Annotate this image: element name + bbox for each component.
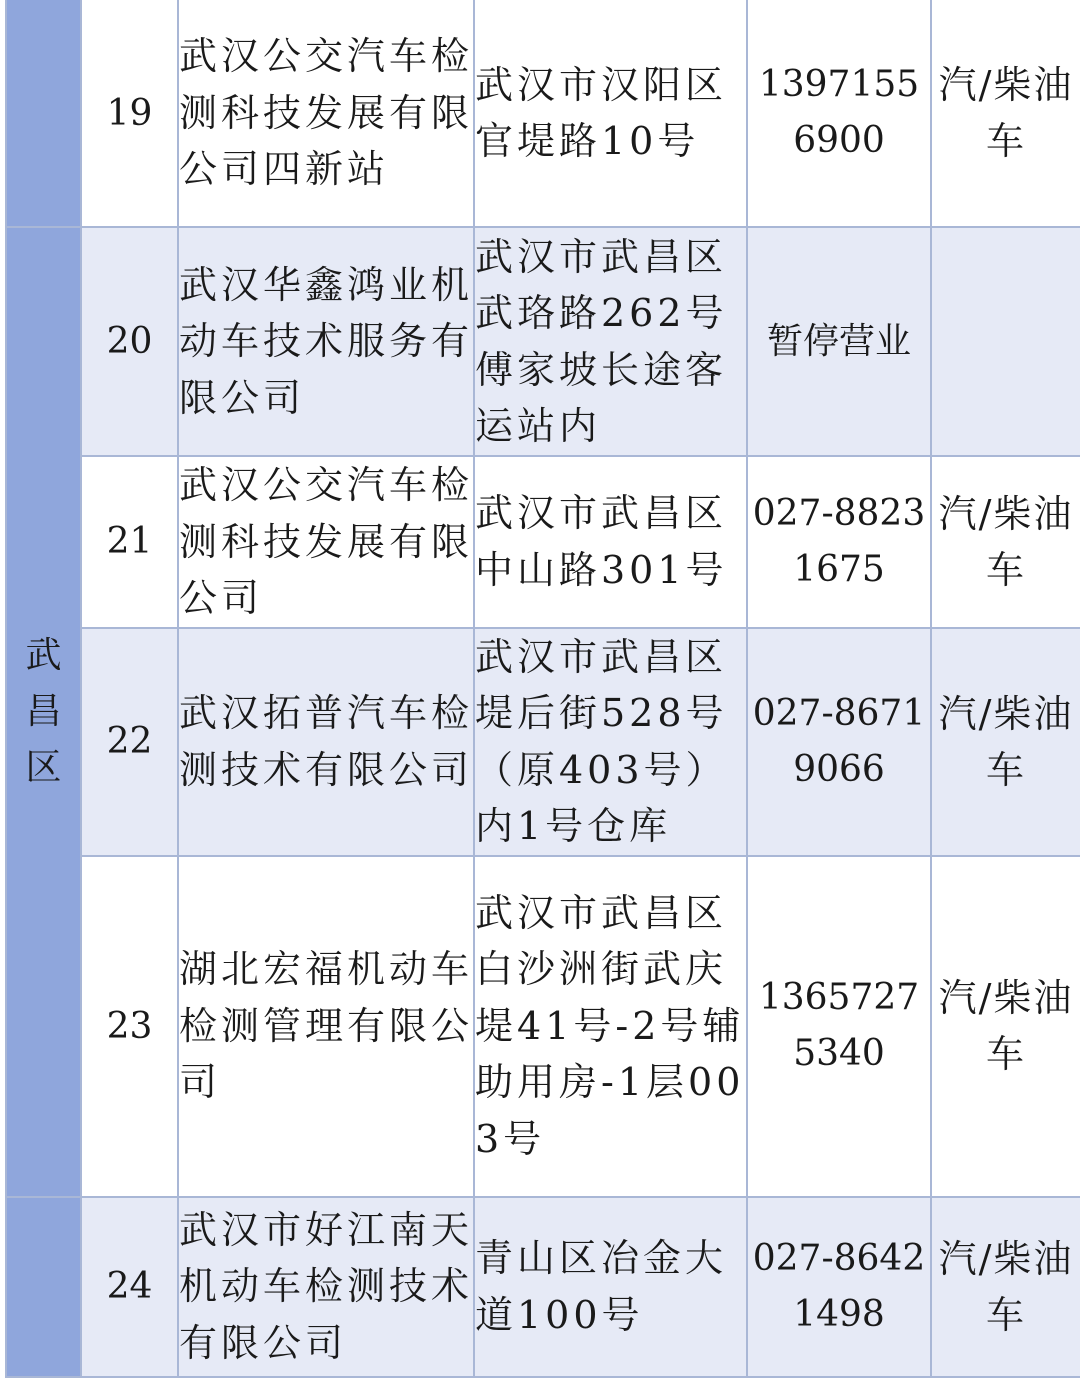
station-address: 武汉市武昌区堤后街528号（原403号）内1号仓库 xyxy=(474,628,747,856)
table-row xyxy=(6,628,1080,856)
station-address: 青山区冶金大道100号 xyxy=(474,1197,747,1377)
station-name: 武汉华鑫鸿业机动车技术服务有限公司 xyxy=(178,227,474,456)
station-name: 湖北宏福机动车检测管理有限公司 xyxy=(178,856,474,1197)
station-address: 武汉市武昌区中山路301号 xyxy=(474,456,747,628)
vehicle-type xyxy=(931,227,1080,456)
station-phone: 027-86719066 xyxy=(747,628,931,856)
vehicle-type: 汽/柴油车 xyxy=(931,1197,1080,1377)
station-phone: 13971556900 xyxy=(747,0,931,227)
station-address: 武汉市武昌区武珞路262号傅家坡长途客运站内 xyxy=(474,227,747,456)
district-cell-wuchang: 武昌区 xyxy=(6,227,81,1197)
row-number: 21 xyxy=(81,456,178,628)
station-name: 武汉公交汽车检测科技发展有限公司 xyxy=(178,456,474,628)
station-name: 武汉拓普汽车检测技术有限公司 xyxy=(178,628,474,856)
row-number: 23 xyxy=(81,856,178,1197)
station-phone: 027-86421498 xyxy=(747,1197,931,1377)
table-row xyxy=(6,0,1080,227)
vehicle-type: 汽/柴油车 xyxy=(931,628,1080,856)
station-phone: 13657275340 xyxy=(747,856,931,1197)
station-address: 武汉市武昌区白沙洲街武庆堤41号-2号辅助用房-1层003号 xyxy=(474,856,747,1197)
row-number: 24 xyxy=(81,1197,178,1377)
station-status: 暂停营业 xyxy=(747,227,931,456)
station-name: 武汉公交汽车检测科技发展有限公司四新站 xyxy=(178,0,474,227)
vehicle-type: 汽/柴油车 xyxy=(931,856,1080,1197)
row-number: 22 xyxy=(81,628,178,856)
table-row xyxy=(6,456,1080,628)
district-cell-qingshan xyxy=(6,1197,81,1377)
station-table xyxy=(5,0,1080,1378)
vehicle-type: 汽/柴油车 xyxy=(931,456,1080,628)
row-number: 20 xyxy=(81,227,178,456)
station-phone: 027-88231675 xyxy=(747,456,931,628)
table-row xyxy=(6,1197,1080,1377)
table-row xyxy=(6,227,1080,456)
district-cell-hanyang xyxy=(6,0,81,227)
vehicle-type: 汽/柴油车 xyxy=(931,0,1080,227)
station-address: 武汉市汉阳区官堤路10号 xyxy=(474,0,747,227)
table-row xyxy=(6,856,1080,1197)
row-number: 19 xyxy=(81,0,178,227)
station-name: 武汉市好江南天机动车检测技术有限公司 xyxy=(178,1197,474,1377)
